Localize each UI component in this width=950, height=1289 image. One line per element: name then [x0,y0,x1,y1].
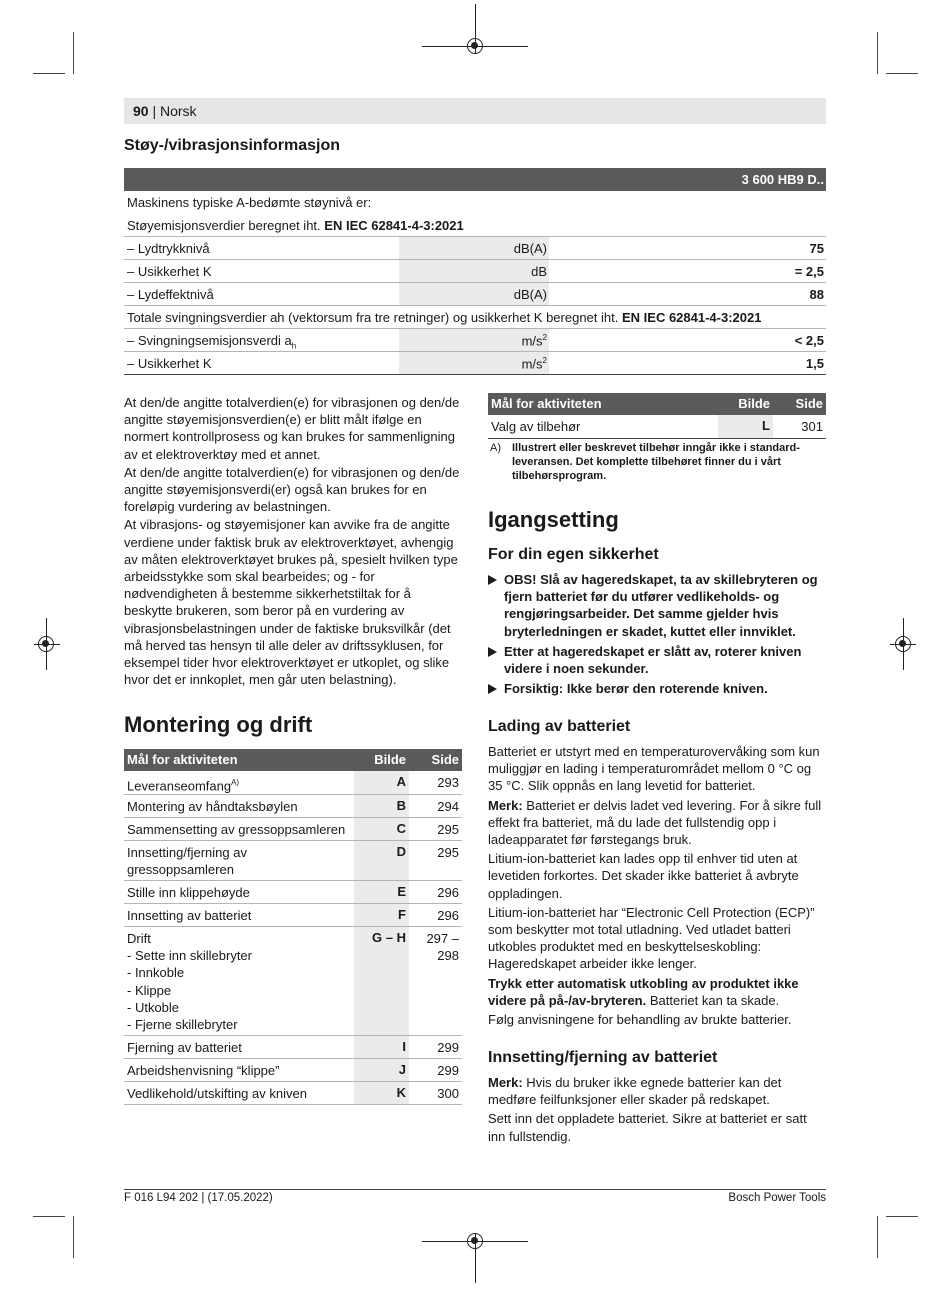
crop-mark [886,1216,918,1217]
lading-text [488,743,826,1028]
noise-standard: Støyemisjonsverdier beregnet iht. EN IEC 62841-4-3:2021 [127,218,464,233]
crop-mark [33,73,65,74]
table-row [124,191,826,214]
crop-mark [33,1216,65,1217]
table-row: – Lydtrykknivå dB(A) 75 [124,237,826,260]
table-row: – Svingningsemisjonsverdi $a_h$ $m/s^2$ < 2,5 [124,329,826,352]
crop-mark [886,73,918,74]
footer-doc-number: F 016 L94 202 | (17.05.2022) [124,1192,273,1204]
registration-target-icon [467,38,483,54]
crop-mark [877,32,878,74]
page-language: Norsk [160,103,197,119]
paragraph: Batteriet er utstyrt med en temperaturovervåking som kun muliggjør en lading i temperaturområdet mellom 0 °C og 35 °C. Slik oppnås en lang levetid for batteriet. [488,744,820,794]
innsetting-text [488,1074,826,1145]
lading-title: Lading av batteriet [488,718,631,735]
bullet-triangle-icon [488,575,497,585]
paragraph: Merk: Hvis du bruker ikke egnede batterier kan det medføre feilfunksjoner eller skader på redskapet. [488,1075,782,1108]
paragraph: At den/de angitte totalverdien(e) for vibrasjonen og den/de angitte støyemisjonsverdi(er) også kan brukes for en foreløpig vurdering av belastningen. [124,464,460,515]
paragraph: Trykk etter automatisk utkobling av produktet ikke videre på på-/av-bryteren. Batteriet kan ta skade. [488,975,799,1008]
table-row: – Lydeffektnivå dB(A) 88 [124,283,826,306]
table-row: – Usikkerhet K dB = 2,5 [124,260,826,283]
crop-mark [73,32,74,74]
table-row [124,306,826,329]
footer-brand: Bosch Power Tools [728,1192,826,1204]
paragraph: At vibrasjons- og støyemisjoner kan avvike fra de angitte verdiene under faktisk bruk av elektroverktøyet, avhengig av måten elektroverktøyet brukes på, spesielt hvilken type arbeidsstykke som skal bearbeides; og - for nødvendigheten å bestemme sikkerhetstiltak for å beskytte brukeren, som beror på en vurdering av vibrasjonsbelastningen under de faktiske bruksvilkår (det må herved tas hensyn til alle deler av driftssyklusen, for eksempel tider hvor elektroverktøyet er utkoplet, og slike hvor det er innkoplet, men går uten belastning). [124,517,458,688]
table-row: Leveranseomfang$^{A)}$ A 293 [124,771,462,795]
footnote-mark: A) [490,442,501,454]
paragraph: Litium-ion-batteriet kan lades opp til enhver tid uten at levetiden forkortes. Det skader ikke batteriet å avbryte oppladingen. [488,851,799,901]
table-row: Drift - Sette inn skillebryter - Innkoble - Klippe - Utkoble - Fjerne skillebryter G – H 297 – 298 [124,927,462,1036]
table-row: – Usikkerhet K $m/s^2$ 1,5 [124,352,826,375]
igangsetting-title: Igangsetting [488,507,619,532]
innsetting-title: Innsetting/fjerning av batteriet [488,1049,718,1066]
noise-table [124,168,826,375]
paragraph: Merk: Batteriet er delvis ladet ved levering. For å sikre full effekt fra batteriet, må du lade det fullstendig opp i ladeapparatet før førstegangs bruk. [488,797,822,848]
noise-table-header [124,168,826,191]
footer-divider [124,1189,826,1190]
list-item: Etter at hageredskapet er slått av, roterer kniven videre i noen sekunder. [488,643,826,677]
safety-bullets [488,571,826,700]
paragraph: Følg anvisningene for behandling av brukte batterier. [488,1012,792,1028]
registration-target-icon [895,636,911,652]
table-row: Fjerning av batteriet I 299 [124,1036,462,1059]
montering-table [124,749,462,1105]
bullet-triangle-icon [488,647,497,657]
bullet-triangle-icon [488,684,497,694]
vibration-notes [124,394,462,689]
montering-title: Montering og drift [124,712,313,737]
footnote-text: Illustrert eller beskrevet tilbehør inngår ikke i standard-leveransen. Det komplette tilbehøret finner du i vårt tilbehørsprogram. [512,442,800,482]
footnote [490,441,820,483]
table-row: Innsetting/fjerning av gressoppsamleren D 295 [124,841,462,881]
safety-title: For din egen sikkerhet [488,546,659,563]
table-row: Valg av tilbehør L 301 [488,415,826,439]
table-row: Vedlikehold/utskifting av kniven K 300 [124,1082,462,1105]
noise-section-title: Støy-/vibrasjonsinformasjon [124,137,341,154]
model-number: 3 600 HB9 D.. [741,172,824,187]
table-row: Montering av håndtaksbøylen B 294 [124,795,462,818]
list-item: OBS! Slå av hageredskapet, ta av skillebryteren og fjern batteriet før du utfører vedlikeholds- og rengjøringsarbeider. Det samme gjelder hvis bryterledningen er skadet, kuttet eller innviklet. [488,571,826,640]
table-row: Innsetting av batteriet F 296 [124,904,462,927]
crop-mark [73,1216,74,1258]
page-number: 90 [133,103,149,119]
crop-mark [877,1216,878,1258]
paragraph: Litium-ion-batteriet har “Electronic Cell Protection (ECP)” som beskytter mot total utladning. Ved utladet batteri utkobles produktet med en beskyttelseskobling: Hageredskapet arbeider ikke lenger. [488,904,815,972]
paragraph: Sett inn det oppladete batteriet. Sikre at batteriet er satt inn fullstendig. [488,1111,807,1144]
table-header: Mål for aktiviteten Bilde Side [124,749,462,771]
list-item: Forsiktig: Ikke berør den roterende kniven. [488,680,826,697]
table-row: Sammensetting av gressoppsamleren C 295 [124,818,462,841]
accessory-table [488,393,826,439]
page-header: 90 | Norsk [133,103,197,119]
table-row [124,214,826,237]
registration-target-icon [38,636,54,652]
table-header: Mål for aktiviteten Bilde Side [488,393,826,415]
noise-intro: Maskinens typiske A-bedømte støynivå er: [127,195,372,210]
vibration-standard: Totale svingningsverdier ah (vektorsum fra tre retninger) og usikkerhet K beregnet iht. EN IEC 62841-4-3:2021 [127,310,762,325]
page-header-bar [124,98,826,124]
table-row: Stille inn klippehøyde E 296 [124,881,462,904]
registration-target-icon [467,1233,483,1249]
table-row: Arbeidshenvisning “klippe” J 299 [124,1059,462,1082]
paragraph: At den/de angitte totalverdien(e) for vibrasjonen og den/de angitte støyemisjonsverdien(e) er blitt målt ifølge en normert kontrollprosess og kan brukes for sammenligning av et elektroverktøy med et annet. [124,395,460,462]
